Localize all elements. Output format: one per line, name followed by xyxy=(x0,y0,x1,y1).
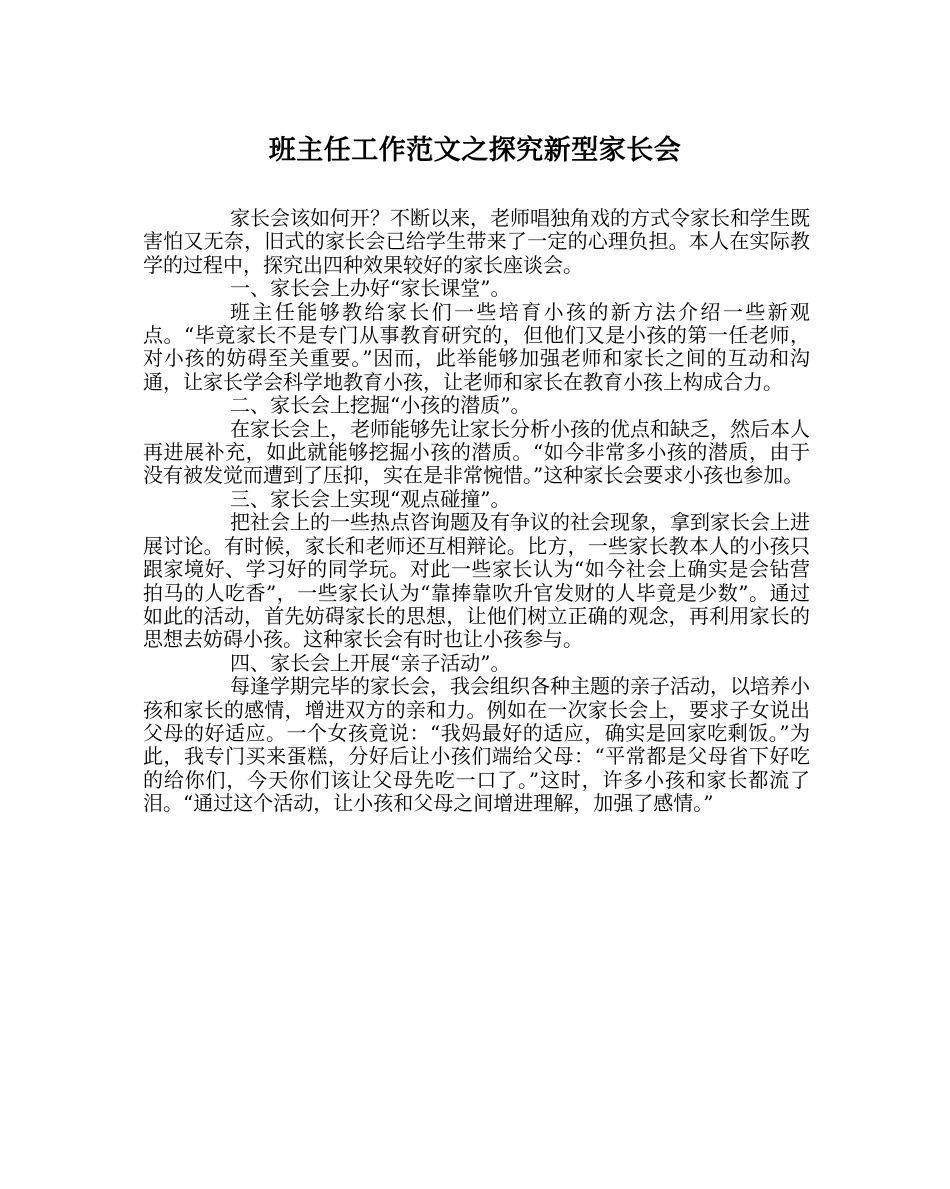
heading-section-4: 四、家长会上开展“亲子活动”。 xyxy=(230,650,511,675)
heading-section-2: 二、家长会上挖掘“小孩的潜质”。 xyxy=(230,393,531,418)
paragraph-intro: 家长会该如何开？不断以来，老师唱独角戏的方式令家长和学生既害怕又无奈，旧式的家长会已给学生带来了一定的心理负担。本人在实际教学的过程中，探究出四种效果较好的家长座谈会。 xyxy=(143,206,810,277)
document-body xyxy=(143,207,810,816)
document-title: 班主任工作范文之探究新型家长会 xyxy=(268,135,682,166)
paragraph-section-3: 把社会上的一些热点咨询题及有争议的社会现象，拿到家长会上进展讨论。有时候，家长和老师还互相辩论。比方，一些家长教本人的小孩只跟家境好、学习好的同学玩。对此一些家长认为“如今社会上确实是会钻营拍马的人吃香”，一些家长认为“靠捧靠吹升官发财的人毕竟是少数”。通过如此的活动，首先妨碍家长的思想，让他们树立正确的观念，再利用家长的思想去妨碍小孩。这种家长会有时也让小孩参与。 xyxy=(143,510,810,652)
heading-section-3: 三、家长会上实现“观点碰撞”。 xyxy=(230,486,511,511)
paragraph-section-2: 在家长会上，老师能够先让家长分析小孩的优点和缺乏，然后本人再进展补充，如此就能够挖掘小孩的潜质。“如今非常多小孩的潜质，由于没有被发觉而遭到了压抑，实在是非常惋惜。”这种家长会要求小孩也参加。 xyxy=(143,416,810,488)
paragraph-section-1: 班主任能够教给家长们一些培育小孩的新方法介绍一些新观点。“毕竟家长不是专门从事教育研究的，但他们又是小孩的第一任老师，对小孩的妨碍至关重要。”因而，此举能够加强老师和家长之间的互动和沟通，让家长学会科学地教育小孩，让老师和家长在教育小孩上构成合力。 xyxy=(143,299,810,394)
paragraph-section-4: 每逢学期完毕的家长会，我会组织各种主题的亲子活动，以培养小孩和家长的感情，增进双方的亲和力。例如在一次家长会上，要求子女说出父母的好适应。一个女孩竟说：“我妈最好的适应，确实是回家吃剩饭。”为此，我专门买来蛋糕，分好后让小孩们端给父母：“平常都是父母省下好吃的给你们，今天你们该让父母先吃一口了。”这时，许多小孩和家长都流了泪。“通过这个活动，让小孩和父母之间增进理解，加强了感情。” xyxy=(143,674,810,816)
heading-section-1: 一、家长会上办好“家长课堂”。 xyxy=(230,276,511,301)
